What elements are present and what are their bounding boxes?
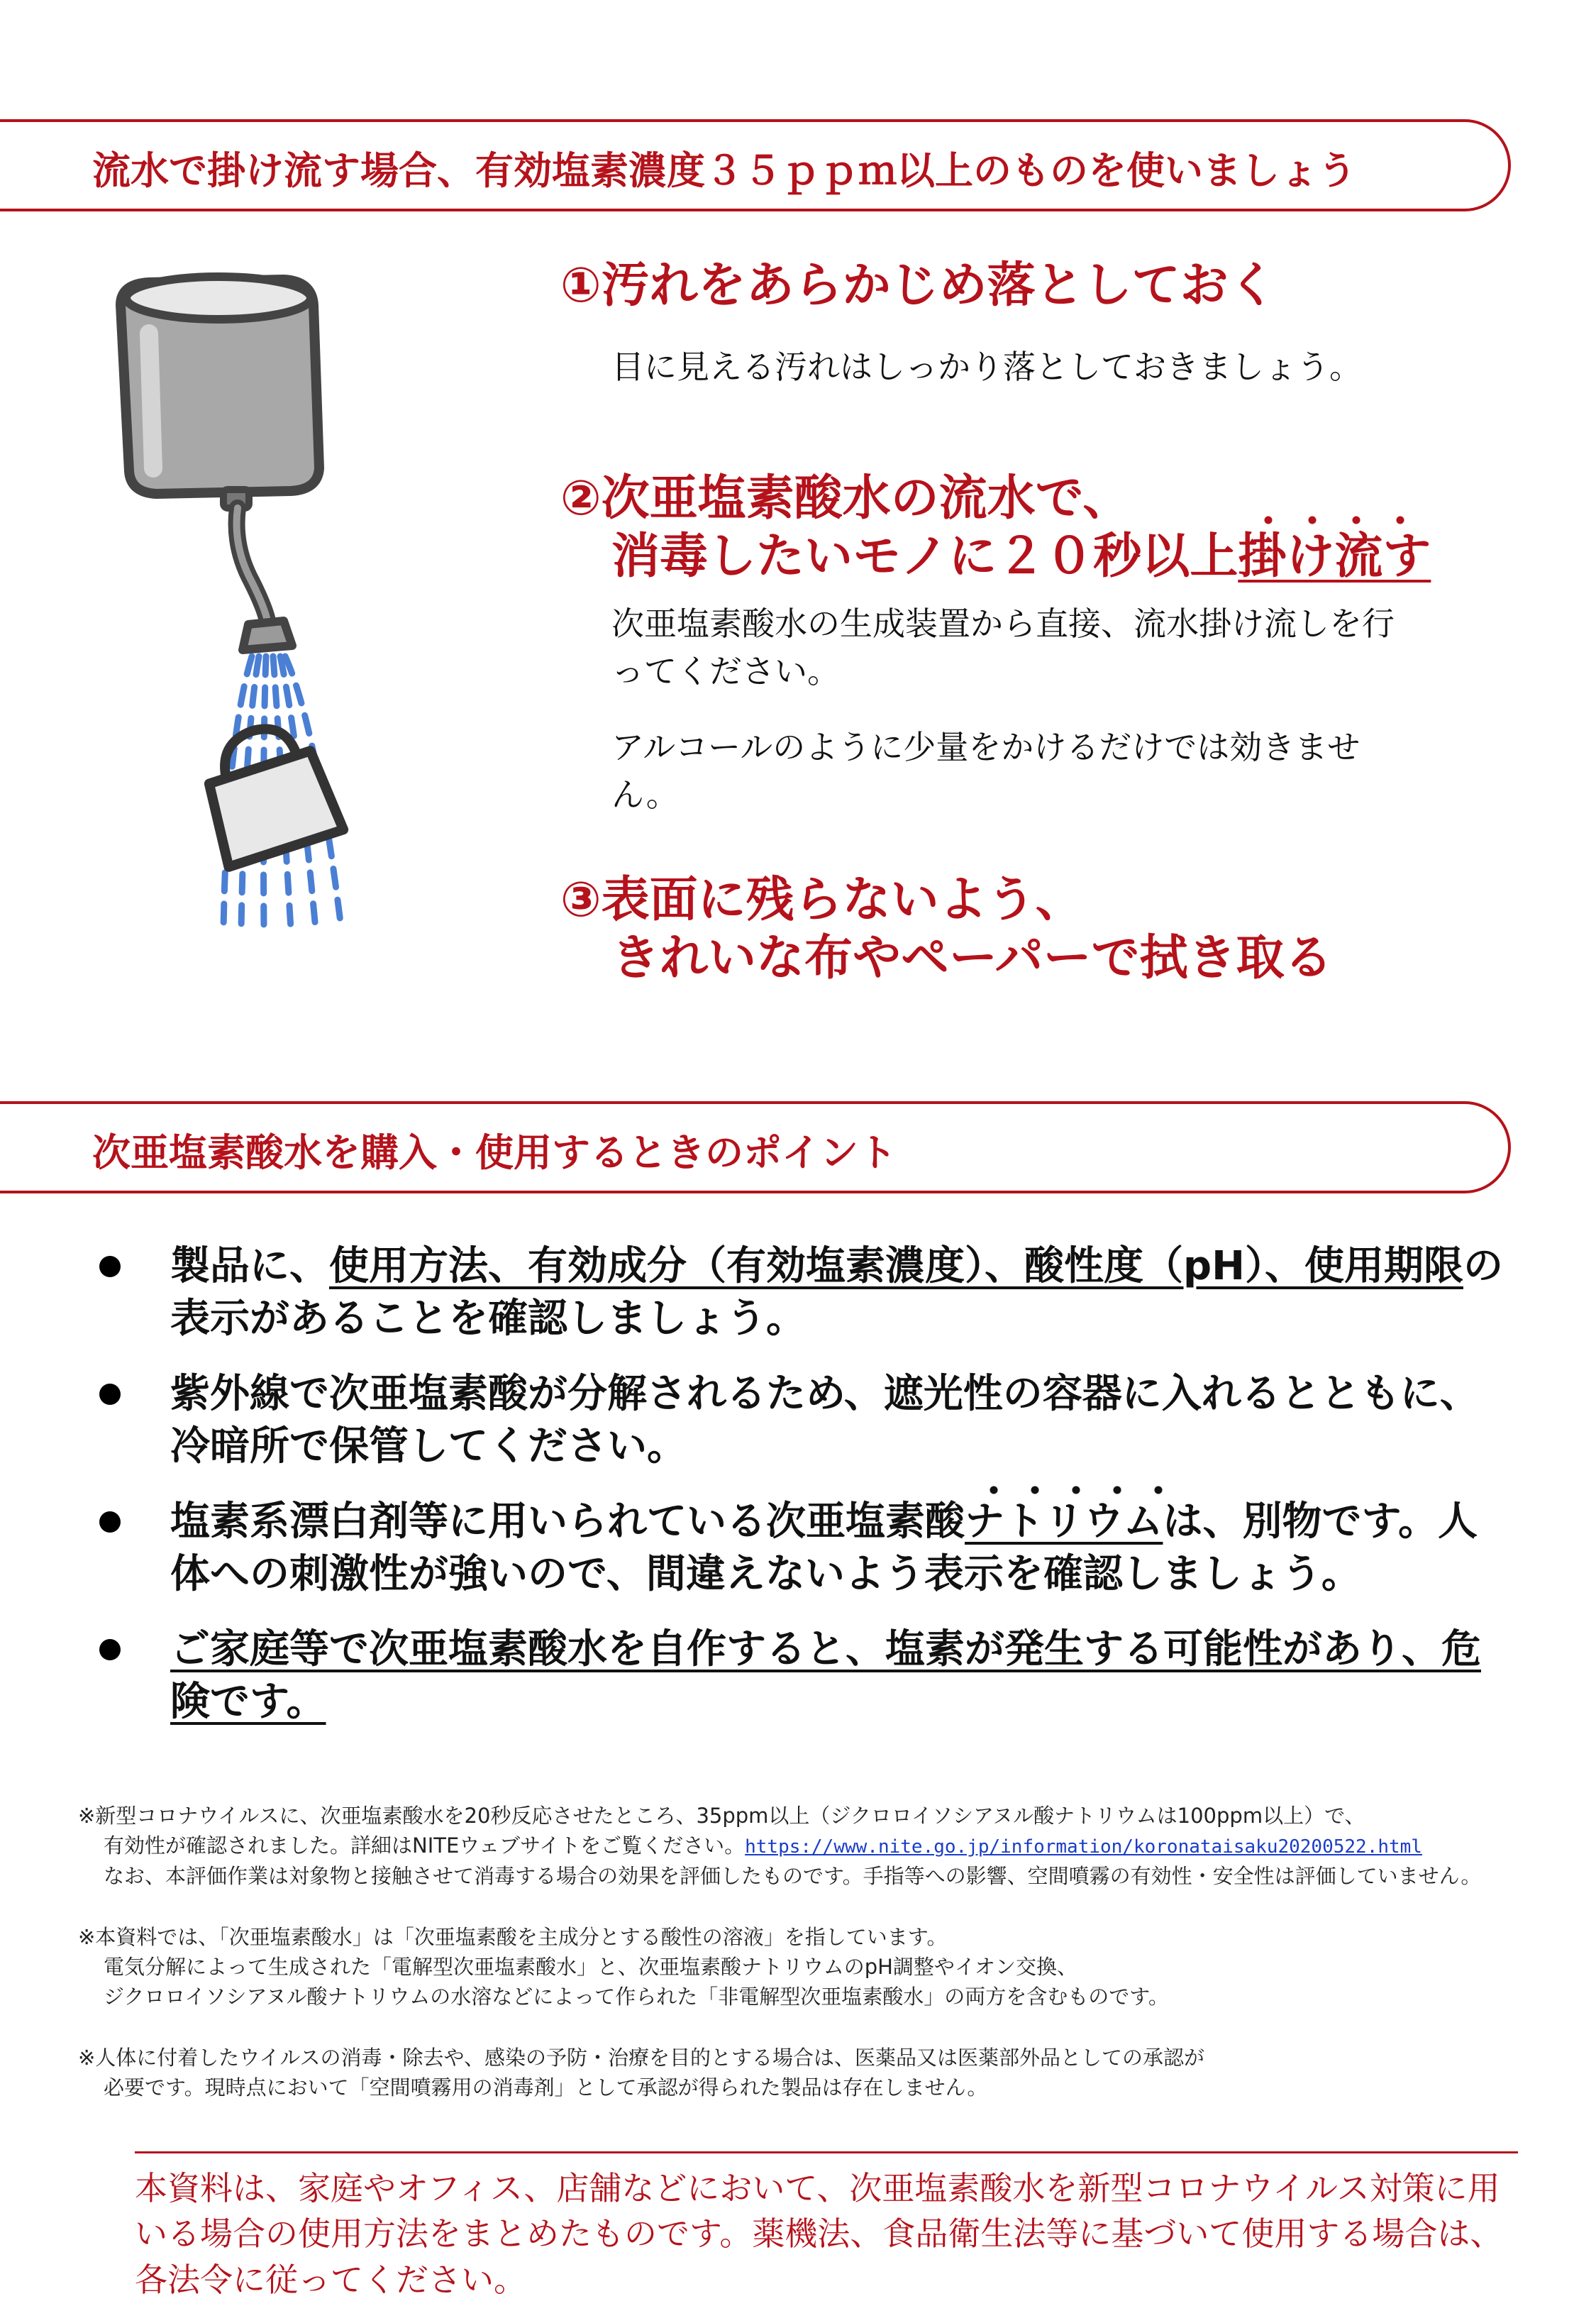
bullet2-text: 紫外線で次亜塩素酸が分解されるため、遮光性の容器に入れるとともに、冷暗所で保管してください。 [170,1371,1480,1469]
bullet1-text-c: の表示があることを確認しましょう。 [170,1243,1503,1342]
bullet3-text-c: は、別物です。人体への刺激性が強いので、間違えないよう表示を確認しましょう。 [170,1499,1478,1597]
section-banner-flowing-water-text: 流水で掛け流す場合、有効塩素濃度３５ｐｐｍ以上のものを使いましょう [92,148,1356,193]
footnote-3 [78,2043,1546,2102]
step2-body1: 次亜塩素酸水の生成装置から直接、流水掛け流しを行ってください。 [611,605,1395,690]
footnotes [78,1801,1546,2134]
bullet-dot-icon [99,1639,121,1660]
bullet-dot-icon [99,1511,121,1533]
step3-title-line1: ③表面に残らないよう、 [560,872,1084,928]
footnote-2 [78,1922,1546,2012]
step1-title: ①汚れをあらかじめ落としておく [560,258,1277,314]
footnote-1-line2: 有効性が確認されました。詳細はNITEウェブサイトをご覧ください。 [104,1833,746,1858]
footnote-1 [78,1801,1546,1891]
footnote-2-line3: ジクロロイソシアヌル酸ナトリウムの水溶などによって作られた「非電解型次亜塩素酸水」の両方を含むものです。 [104,1984,1169,2009]
step2-title-line2 [611,526,1431,587]
bullet4-text: ご家庭等で次亜塩素酸水を自作すると、塩素が発生する可能性があり、危険です。 [170,1626,1481,1725]
bullet-item-3 [99,1496,1504,1601]
bullet3-text-a: 塩素系漂白剤等に用いられている次亜塩素酸 [170,1499,965,1545]
bullet3-text-emphasis: ナトリウム [965,1499,1163,1545]
bullet-dot-icon [99,1256,121,1277]
bullet-item-1 [99,1240,1504,1345]
footnote-2-line2: 電気分解によって生成された「電解型次亜塩素酸水」と、次亜塩素酸ナトリウムのpH調整やイオン交換、 [104,1954,1078,1979]
footnote-1-line1: ※新型コロナウイルスに、次亜塩素酸水を20秒反応させたところ、35ppm以上（ジクロロイソシアヌル酸ナトリウムは100ppm以上）で、 [78,1804,1365,1828]
footer-divider [135,2151,1518,2153]
bullet-dot-icon [99,1384,121,1405]
footnote-3-line2: 必要です。現時点において「空間噴霧用の消毒剤」として承認が得られた製品は存在しません。 [104,2075,988,2100]
bullet-item-4 [99,1623,1504,1728]
step2-title-line1: ②次亜塩素酸水の流水で、 [560,470,1131,526]
footnote-2-line1: ※本資料では、「次亜塩素酸水」は「次亜塩素酸を主成分とする酸性の溶液」を指しています。 [78,1924,948,1949]
bullet1-text-a: 製品に、 [170,1243,329,1289]
shower-faucet-rinsing-object-icon [106,255,419,951]
nite-website-link[interactable]: https://www.nite.go.jp/information/koronataisaku20200522.html [745,1836,1422,1858]
footer-disclaimer: 本資料は、家庭やオフィス、店舗などにおいて、次亜塩素酸水を新型コロナウイルス対策に用いる場合の使用方法をまとめたものです。薬機法、食品衛生法等に基づいて使用する場合は、各法令に従ってください。 [135,2169,1503,2299]
footnote-3-line1: ※人体に付着したウイルスの消毒・除去や、感染の予防・治療を目的とする場合は、医薬品又は医薬部外品としての承認が [78,2045,1204,2070]
bullet1-text-underlined: 使用方法、有効成分（有効塩素濃度）、酸性度（pH）、使用期限 [329,1243,1463,1289]
section-banner-purchase-points-text: 次亜塩素酸水を購入・使用するときのポイント [92,1130,897,1175]
step3-title-line2: きれいな布やペーパーで拭き取る [611,930,1333,986]
step2-title-emphasis: 掛け流す [1238,529,1431,585]
step1-body: 目に見える汚れはしっかり落としておきましょう。 [611,348,1362,386]
step2-title-line2-a: 消毒したいモノに２０秒以上 [611,529,1238,585]
bullet-item-2 [99,1368,1504,1473]
step2-body2: アルコールのように少量をかけるだけでは効きません。 [611,728,1361,814]
footnote-1-line3: なお、本評価作業は対象物と接触させて消毒する場合の効果を評価したものです。手指等への影響、空間噴霧の有効性・安全性は評価していません。 [104,1863,1482,1888]
